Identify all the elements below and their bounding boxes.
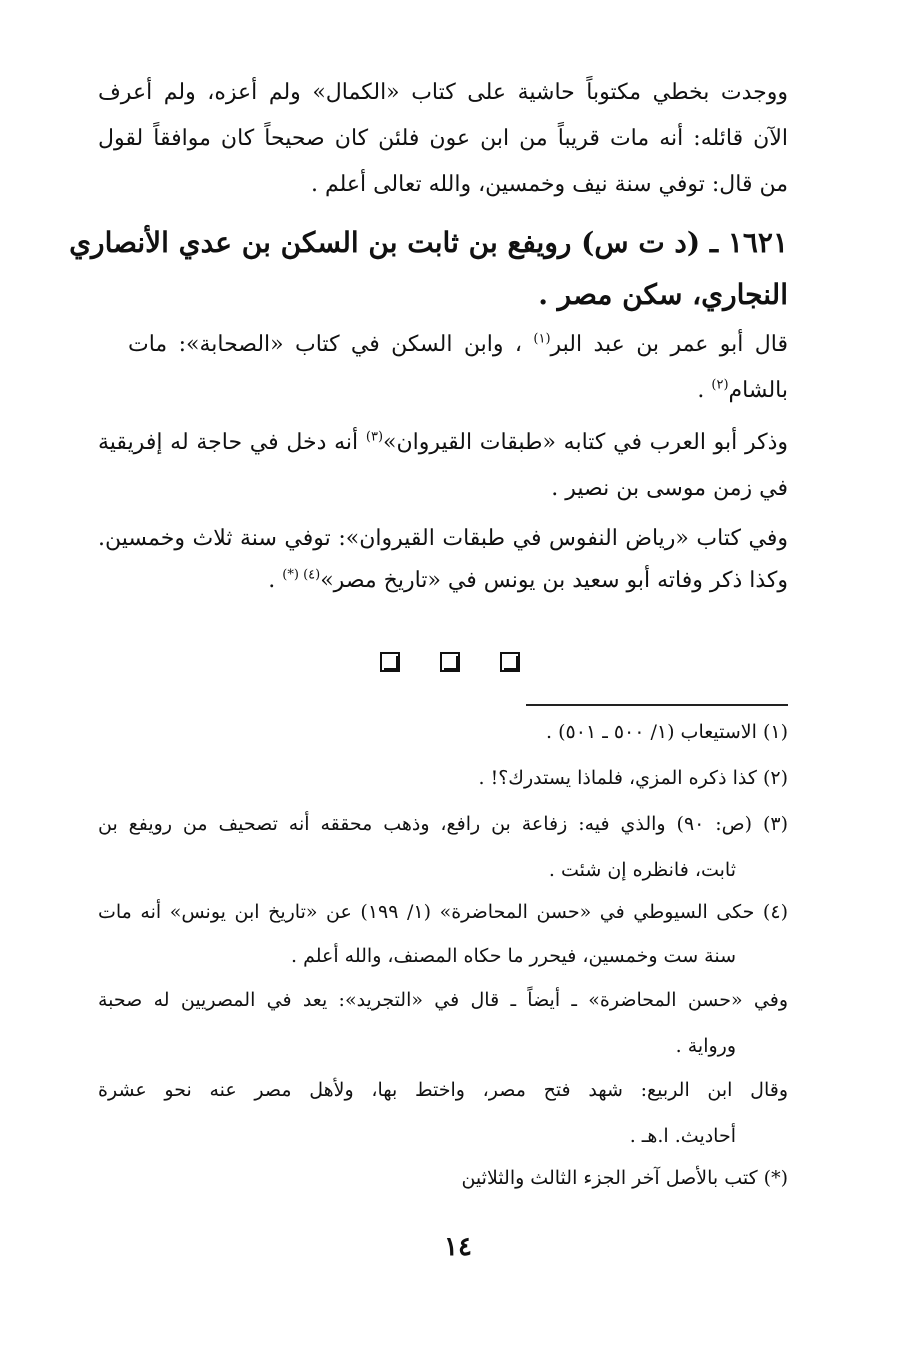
footnote-4-line-1: (٤) حكى السيوطي في «حسن المحاضرة» (١/ ١٩٩) عن «تاريخ ابن يونس» أنه مات (98, 901, 788, 923)
paragraph-2-text-b: ، وابن السكن في كتاب «الصحابة»: مات (128, 332, 522, 357)
footnote-ref-1: (١) (533, 331, 551, 347)
footnote-ref-4: (٤) (*) (282, 567, 321, 583)
paragraph-3-text-b: أنه دخل في حاجة له إفريقية (98, 430, 359, 455)
footnote-4-cont2-line-2: أحاديث. ا.هـ . (629, 1125, 736, 1147)
footnote-4-cont-line-2: ورواية . (675, 1035, 736, 1057)
footnote-star: (*) كتب بالأصل آخر الجزء الثالث والثلاثين (461, 1167, 788, 1189)
entry-heading-line-2: النجاري، سكن مصر . (538, 278, 788, 311)
paragraph-4-line-2 (98, 566, 788, 596)
paragraph-2-text-c: بالشام (728, 378, 788, 403)
paragraph-1-line-3: من قال: توفي سنة نيف وخمسين، والله تعالى أعلم . (310, 172, 788, 197)
separator-square-icon (500, 652, 520, 672)
footnote-4-cont2-line-1: وقال ابن الربيع: شهد فتح مصر، واختط بها، ولأهل مصر عنه نحو عشرة (98, 1079, 788, 1101)
footnote-1: (١) الاستيعاب (١/ ٥٠٠ ـ ٥٠١) . (546, 721, 788, 743)
paragraph-4-text-b: . (268, 568, 276, 593)
footnote-3-line-2: ثابت، فانظره إن شئت . (548, 859, 736, 881)
paragraph-3-line-2: في زمن موسى بن نصير . (551, 476, 788, 501)
paragraph-2-text-a: قال أبو عمر بن عبد البر (550, 332, 788, 357)
entry-heading-line-1: ١٦٢١ ـ (د ت س) رويفع بن ثابت بن السكن بن عدي الأنصاري (69, 226, 788, 259)
footnote-separator-rule (526, 704, 788, 706)
footnote-ref-3: (٣) (365, 429, 384, 445)
footnote-4-cont-line-1: وفي «حسن المحاضرة» ـ أيضاً ـ قال في «التجريد»: يعد في المصريين له صحبة (98, 989, 788, 1011)
paragraph-1-line-1: ووجدت بخطي مكتوباً حاشية على كتاب «الكمال» ولم أعزه، ولم أعرف (98, 80, 788, 105)
paragraph-2-line-2 (98, 376, 788, 406)
page-number: ١٤ (444, 1232, 472, 1262)
paragraph-4-text-a: وكذا ذكر وفاته أبو سعيد بن يونس في «تاريخ مصر» (320, 568, 788, 593)
footnote-4-line-2: سنة ست وخمسين، فيحرر ما حكاه المصنف، والله أعلم . (290, 945, 736, 967)
paragraph-2-line-1 (128, 330, 788, 360)
footnote-3-line-1: (٣) (ص: ٩٠) والذي فيه: زفاعة بن رافع، وذهب محققه أنه تصحيف من رويفع بن (98, 813, 788, 835)
paragraph-1-line-2: الآن قائله: أنه مات قريباً من ابن عون فلئن كان صحيحاً كان موافقاً لقول (98, 126, 788, 151)
paragraph-3-text-a: وذكر أبو العرب في كتابه «طبقات القيروان» (383, 430, 789, 455)
paragraph-4-line-1: وفي كتاب «رياض النفوس في طبقات القيروان»: توفي سنة ثلاث وخمسين. (98, 526, 788, 551)
footnote-2: (٢) كذا ذكره المزي، فلماذا يستدرك؟! . (478, 767, 788, 789)
separator-square-icon (380, 652, 400, 672)
paragraph-2-text-d: . (697, 378, 705, 403)
paragraph-3-line-1 (98, 428, 788, 458)
separator-square-icon (440, 652, 460, 672)
footnote-ref-2: (٢) (711, 377, 729, 393)
section-separator (380, 652, 520, 672)
